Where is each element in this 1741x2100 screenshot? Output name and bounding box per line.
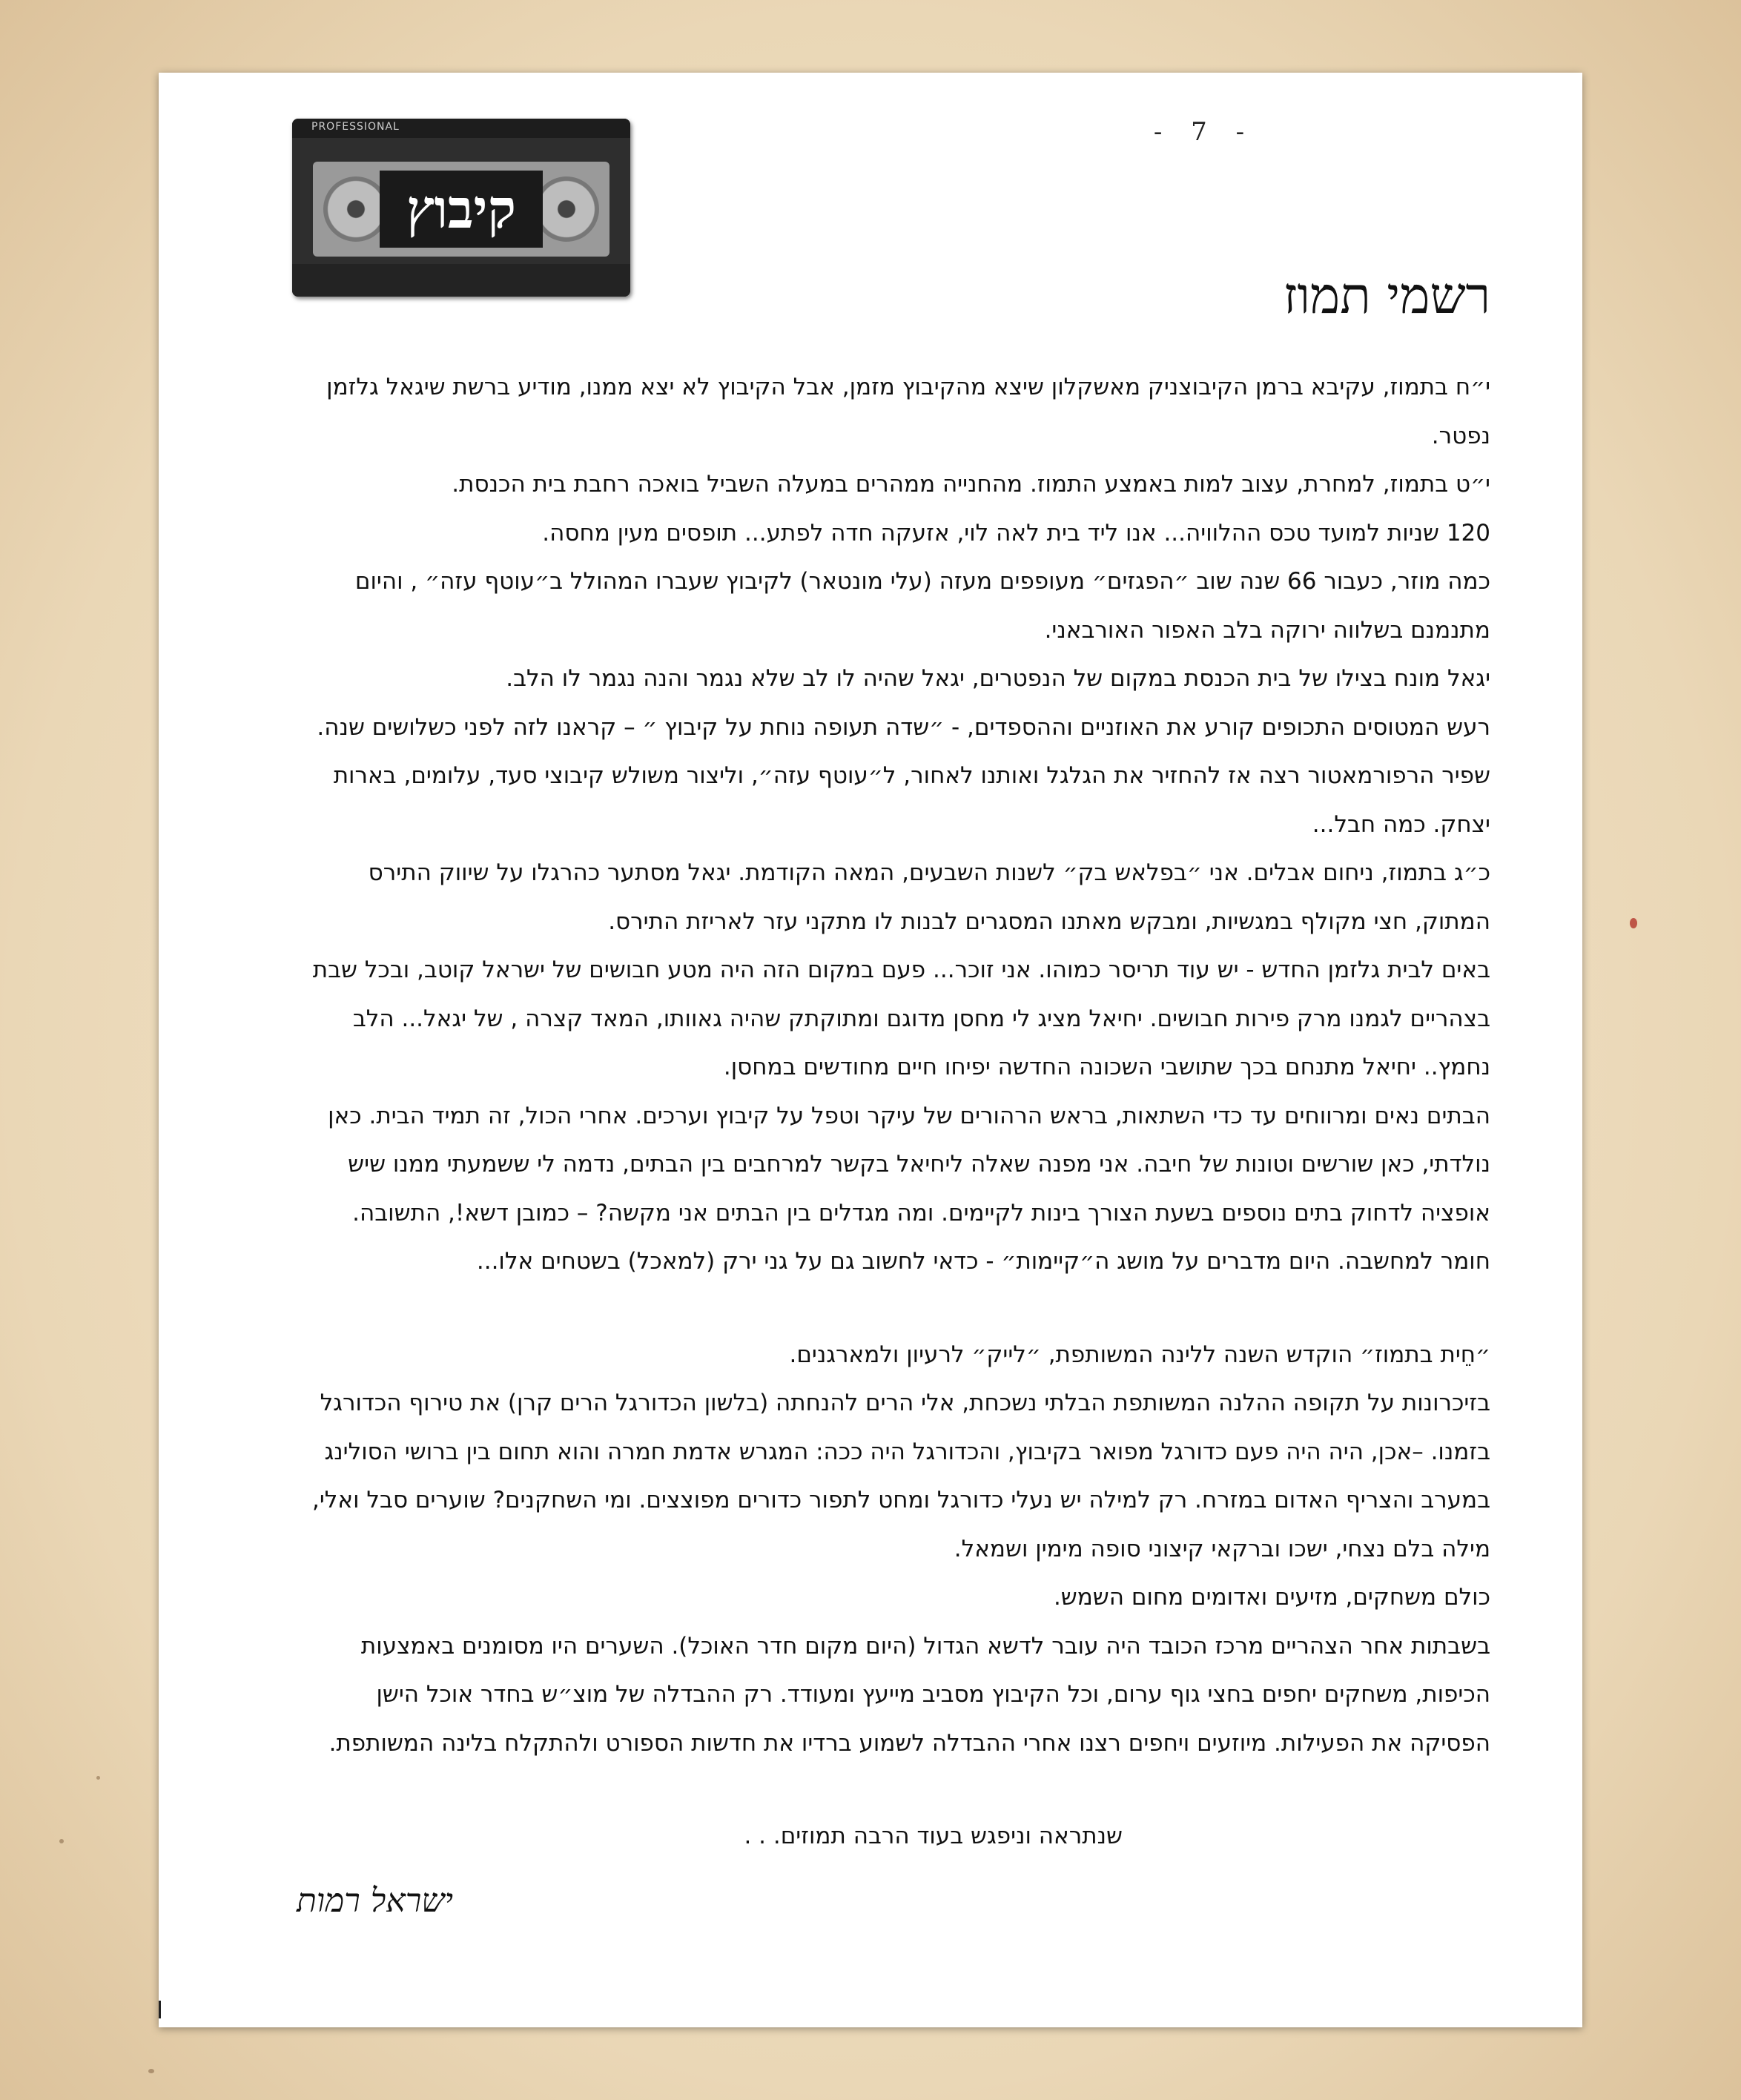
vhs-cassette-image <box>292 119 630 297</box>
closing-line: שנתראה וניפגש בעוד הרבה תמוזים. . . <box>744 1823 1123 1849</box>
paragraph-gap <box>304 1287 1490 1331</box>
cassette-label-text: קיבוץ <box>406 177 517 240</box>
paragraph: כולם משחקים, מזיעים ואדומים מחום השמש. <box>1053 1584 1490 1611</box>
paragraph: כמה מוזר, כעבור 66 שנה שוב ״הפגזים״ מעופפים מעזה (עלי מונטאר) לקיבוץ שעברו המהולל ב״עוטף עזה״ , והיום מתנמנם בשלווה ירוקה בלב האפור האורבאני. <box>354 568 1490 644</box>
cassette-brand: PROFESSIONAL <box>311 121 400 133</box>
cassette-label <box>380 171 543 248</box>
paragraph: י״ט בתמוז, למחרת, עצוב למות באמצע התמוז. מהחנייה ממהרים במעלה השביל בואכה רחבת בית הכנסת. <box>452 471 1490 498</box>
author-signature: ישראל רמות <box>297 1882 454 1920</box>
article-body <box>304 363 1490 1768</box>
cassette-top-strip <box>292 119 630 138</box>
paragraph: יגאל מונח בצילו של בית הכנסת במקום של הנפטרים, יגאל שהיה לו לב שלא נגמר והנה נגמר לו הלב. <box>506 665 1490 692</box>
paragraph: חומר למחשבה. היום מדברים על מושג ה״קיימות״ - כדאי לחשוב גם על גני ירק (למאכל) בשטחים אלו... <box>476 1248 1490 1275</box>
page-edge-mark <box>159 2001 161 2018</box>
stain-mark <box>59 1839 64 1843</box>
stain-mark <box>96 1776 100 1780</box>
paragraph: בזיכרונות על תקופה ההלנה המשותפת הבלתי נשכחת, אלי הרים להנחתה (בלשון הכדורגל הרים קרן) את טירוף הכדורגל בזמנו. –אכן, היה היה פעם כדורגל מפואר בקיבוץ, והכדורגל היה ככה: המגרש אדמת חמרה והוא תחום בין ברושי הסולינג במערב והצריף האדום במזרח. רק למילה יש נעלי כדורגל ומחט לתפור כדורים מפוצצים. ומי השחקנים? שוערים סבל ואלי, מילה בלם נצחי, ישכו וברקאי קיצוני סופה מימין ושמאל. <box>311 1390 1490 1562</box>
stain-mark <box>1630 918 1637 928</box>
paragraph: 120 שניות למועד טכס ההלוויה... אנו ליד בית לאה לוי, אזעקה חדה לפתע... תופסים מעין מחסה. <box>542 519 1490 547</box>
paragraph: י״ח בתמוז, עקיבא ברמן הקיבוצניק מאשקלון שיצא מהקיבוץ מזמן, אבל הקיבוץ לא יצא ממנו, מודיע ברשת שיגאל גלזמן נפטר. <box>326 374 1490 449</box>
paragraph: כ״ג בתמוז, ניחום אבלים. אני ״בפלאש בק״ לשנות השבעים, המאה הקודמת. יגאל מסתער כהרגלו על שיווק התירס המתוק, חצי מקולף במגשיות, ומבקש מאתנו המסגרים לבנות לו מתקני עזר לאריזת התירס. <box>368 859 1490 935</box>
paragraph: הבתים נאים ומרווחים עד כדי השתאות, בראש הרהורים של עיקר וטפל על קיבוץ וערכים. אחרי הכול, זה תמיד הבית. כאן נולדתי, כאן שורשים וטונות של חיבה. אני מפנה שאלה ליחיאל בקשר למרחבים בין הבתים, נדמה לי ששמעתי ממנו שיש אופציה לדחוק בתים נוספים בשעת הצורך בינות לקיימים. ומה מגדלים בין הבתים אני מקשה? – כמובן דשא!, התשובה. <box>328 1102 1490 1226</box>
reel-right-icon <box>534 176 599 242</box>
reel-left-icon <box>323 176 389 242</box>
cassette-bottom <box>292 264 630 297</box>
paragraph: רעש המטוסים התכופים קורע את האוזניים וההספדים, - ״שדה תעופה נוחת על קיבוץ ״ – קראנו לזה לפני כשלושים שנה. שפיר הרפורמאטור רצה אז להחזיר את הגלגל ואותנו לאחור, ל״עוטף עזה״, וליצור משולש קיבוצי סעד, עלומים, בארות יצחק. כמה חבל... <box>317 713 1490 838</box>
document-page <box>159 73 1582 2027</box>
stain-mark <box>148 2069 154 2073</box>
paragraph: באים לבית גלזמן החדש - יש עוד תריסר כמוהו. אני זוכר... פעם במקום הזה היה מטע חבושים של ישראל קוטב, ובכל שבת בצהריים לגמנו מרק פירות חבושים. יחיאל מציג לי מחסן מדוגם ומתוקתק שהיה גאוותו, המאד קצרה , של יגאל... הלב נחמץ.. יחיאל מתנחם בכך שתושבי השכונה החדשה יפיחו חיים מחודשים במחסן. <box>312 957 1490 1080</box>
article-title: רשמי תמוז <box>1283 267 1490 326</box>
paragraph: בשבתות אחר הצהריים מרכז הכובד היה עובר לדשא הגדול (היום מקום חדר האוכל). השערים היו מסומנים באמצעות הכיפות, משחקים יחפים בחצי גוף ערום, וכל הקיבוץ מסביב מייעץ ומעודד. רק ההבדלה של מוצ״ש בחדר אוכל הישן הפסיקה את הפעילות. מיוזעים ויחפים רצנו אחרי ההבדלה לשמוע ברדיו את חדשות הספורט ולהתקלח בלינה המשותפת. <box>328 1632 1490 1757</box>
page-number: - 7 - <box>1153 117 1255 147</box>
paragraph: ״חֵית בתמוז״ הוקדש השנה ללינה המשותפת, ״לייק״ לרעיון ולמארגנים. <box>789 1341 1490 1368</box>
